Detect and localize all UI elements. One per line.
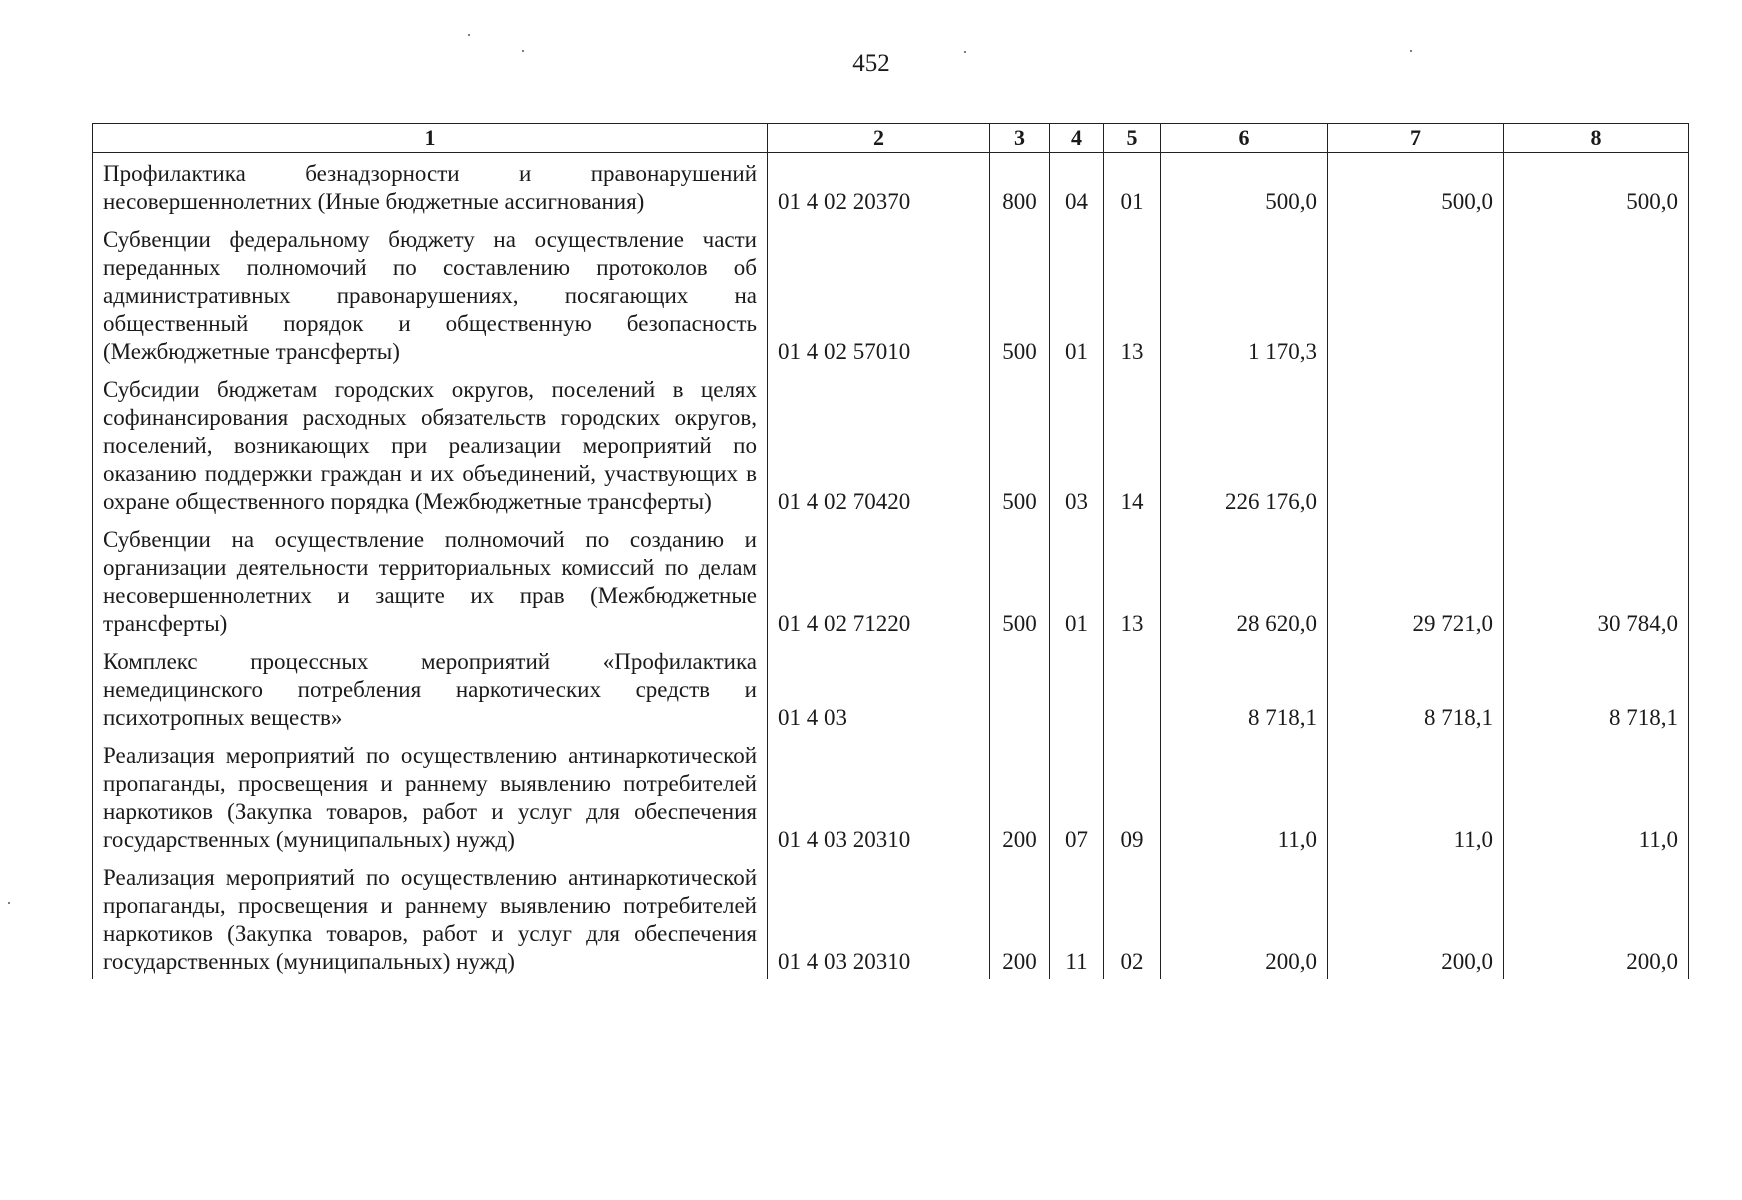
- row-code: 01 4 03 20310: [768, 735, 990, 857]
- row-col4: 07: [1050, 735, 1104, 857]
- table-row: [93, 641, 1689, 735]
- row-value-7: 11,0: [1328, 735, 1504, 857]
- row-value-7: [1328, 219, 1504, 369]
- row-value-7: [1328, 369, 1504, 519]
- row-col3: 500: [990, 369, 1050, 519]
- table-row: [93, 735, 1689, 857]
- row-col3: 500: [990, 219, 1050, 369]
- row-col4: [1050, 641, 1104, 735]
- table-row: [93, 857, 1689, 979]
- row-code: 01 4 02 70420: [768, 369, 990, 519]
- scan-speck: [8, 902, 10, 904]
- row-value-8: [1504, 369, 1689, 519]
- header-cell-3: 3: [990, 124, 1050, 153]
- row-col3: 200: [990, 735, 1050, 857]
- row-code: 01 4 03: [768, 641, 990, 735]
- row-col4: 04: [1050, 153, 1104, 220]
- row-value-6: 200,0: [1161, 857, 1328, 979]
- header-cell-7: 7: [1328, 124, 1504, 153]
- row-description: Субсидии бюджетам городских округов, поселений в целях софинансирования расходных обязательств городских округов, поселений, возникающих при реализации мероприятий по оказанию поддержки граждан и их объединений, участвующих в охране общественного порядка (Межбюджетные трансферты): [93, 369, 768, 519]
- row-code: 01 4 02 71220: [768, 519, 990, 641]
- row-value-6: 28 620,0: [1161, 519, 1328, 641]
- scan-speck: [1410, 50, 1412, 52]
- row-col5: [1104, 641, 1161, 735]
- table-row: [93, 369, 1689, 519]
- row-value-6: 500,0: [1161, 153, 1328, 220]
- row-description: Субвенции федеральному бюджету на осуществление части переданных полномочий по составлению протоколов об административных правонарушениях, посягающих на общественный порядок и общественную безопасность (Межбюджетные трансферты): [93, 219, 768, 369]
- row-col3: [990, 641, 1050, 735]
- row-value-6: 226 176,0: [1161, 369, 1328, 519]
- header-cell-4: 4: [1050, 124, 1104, 153]
- header-cell-2: 2: [768, 124, 990, 153]
- table-row: [93, 153, 1689, 220]
- row-value-7: 500,0: [1328, 153, 1504, 220]
- row-col5: 13: [1104, 219, 1161, 369]
- row-value-7: 29 721,0: [1328, 519, 1504, 641]
- row-col4: 01: [1050, 519, 1104, 641]
- row-value-8: 8 718,1: [1504, 641, 1689, 735]
- header-row: [93, 124, 1689, 153]
- table-row: [93, 219, 1689, 369]
- budget-table: [92, 123, 1689, 979]
- row-col4: 11: [1050, 857, 1104, 979]
- row-description: Субвенции на осуществление полномочий по созданию и организации деятельности территориальных комиссий по делам несовершеннолетних и защите их прав (Межбюджетные трансферты): [93, 519, 768, 641]
- row-code: 01 4 03 20310: [768, 857, 990, 979]
- row-col5: 13: [1104, 519, 1161, 641]
- row-value-8: 30 784,0: [1504, 519, 1689, 641]
- row-value-8: 11,0: [1504, 735, 1689, 857]
- row-value-7: 8 718,1: [1328, 641, 1504, 735]
- row-value-6: 8 718,1: [1161, 641, 1328, 735]
- row-value-6: 1 170,3: [1161, 219, 1328, 369]
- row-code: 01 4 02 57010: [768, 219, 990, 369]
- row-col4: 01: [1050, 219, 1104, 369]
- row-col4: 03: [1050, 369, 1104, 519]
- row-col5: 14: [1104, 369, 1161, 519]
- row-value-7: 200,0: [1328, 857, 1504, 979]
- scan-speck: [468, 34, 470, 36]
- scan-speck: [522, 50, 524, 52]
- row-col3: 500: [990, 519, 1050, 641]
- row-col5: 02: [1104, 857, 1161, 979]
- row-value-6: 11,0: [1161, 735, 1328, 857]
- page-number: 452: [852, 50, 890, 77]
- row-value-8: 500,0: [1504, 153, 1689, 220]
- header-cell-8: 8: [1504, 124, 1689, 153]
- row-col3: 200: [990, 857, 1050, 979]
- row-code: 01 4 02 20370: [768, 153, 990, 220]
- row-value-8: [1504, 219, 1689, 369]
- row-description: Профилактика безнадзорности и правонарушений несовершеннолетних (Иные бюджетные ассигнования): [93, 153, 768, 220]
- row-col5: 01: [1104, 153, 1161, 220]
- scan-speck: [964, 51, 966, 53]
- row-value-8: 200,0: [1504, 857, 1689, 979]
- header-cell-5: 5: [1104, 124, 1161, 153]
- row-col5: 09: [1104, 735, 1161, 857]
- header-cell-1: 1: [93, 124, 768, 153]
- row-description: Комплекс процессных мероприятий «Профилактика немедицинского потребления наркотических средств и психотропных веществ»: [93, 641, 768, 735]
- row-description: Реализация мероприятий по осуществлению антинаркотической пропаганды, просвещения и раннему выявлению потребителей наркотиков (Закупка товаров, работ и услуг для обеспечения государственных (муниципальных) нужд): [93, 857, 768, 979]
- row-col3: 800: [990, 153, 1050, 220]
- table-row: [93, 519, 1689, 641]
- header-cell-6: 6: [1161, 124, 1328, 153]
- row-description: Реализация мероприятий по осуществлению антинаркотической пропаганды, просвещения и раннему выявлению потребителей наркотиков (Закупка товаров, работ и услуг для обеспечения государственных (муниципальных) нужд): [93, 735, 768, 857]
